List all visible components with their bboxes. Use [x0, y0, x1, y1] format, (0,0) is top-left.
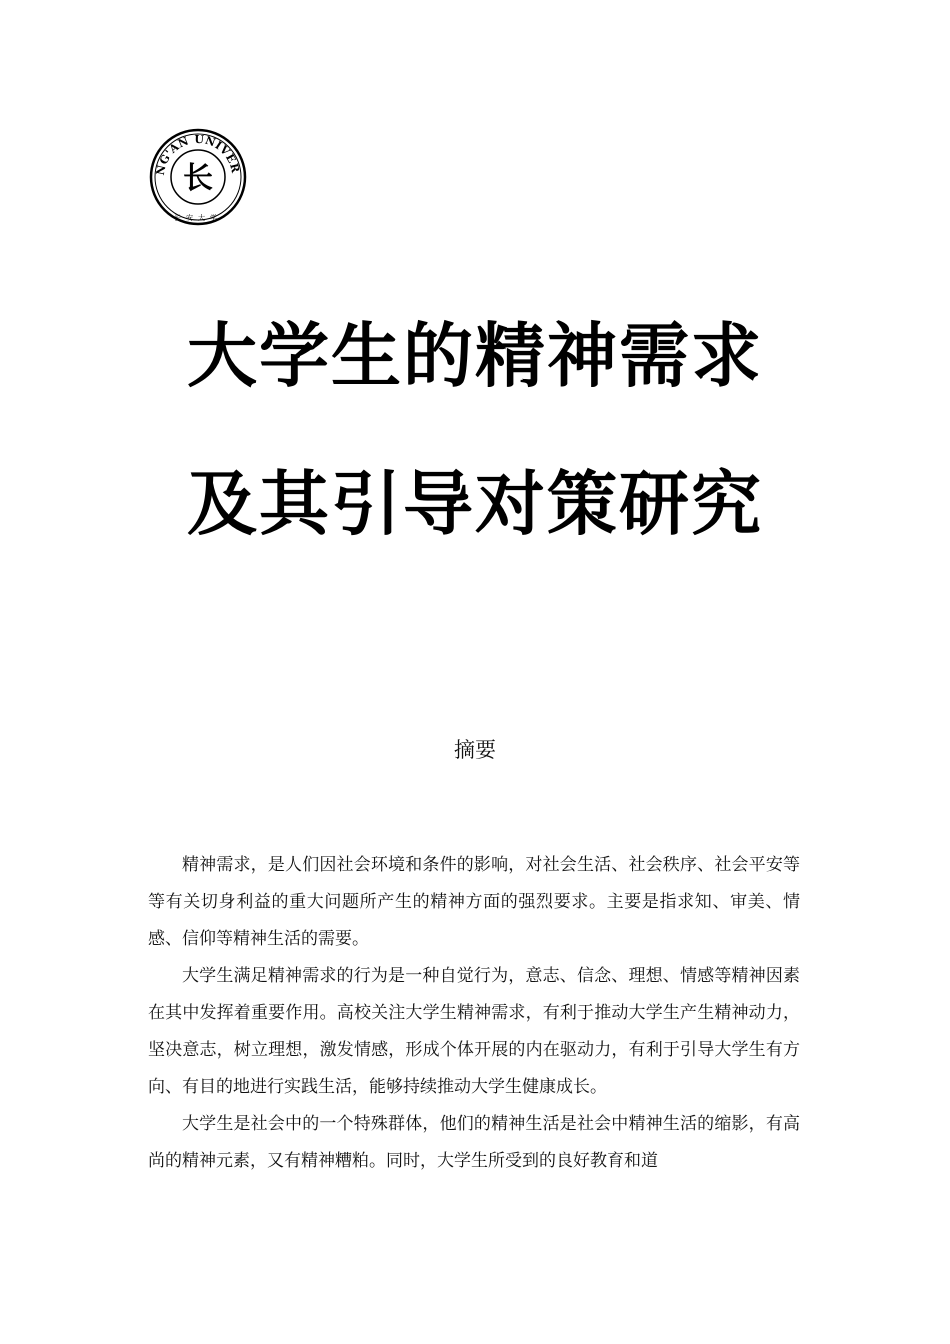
svg-text:CHANG'AN UNIVERSITY: NG'AN UNIVER — [153, 132, 242, 177]
seal-icon — [148, 127, 248, 227]
svg-text:长: 长 — [183, 161, 213, 196]
abstract-paragraph-1: 精神需求，是人们因社会环境和条件的影响，对社会生活、社会秩序、社会平安等等有关切身利益的重大问题所产生的精神方面的强烈要求。主要是指求知、审美、情感、信仰等精神生活的需要。 — [148, 855, 800, 949]
abstract-paragraph-2: 大学生满足精神需求的行为是一种自觉行为，意志、信念、理想、情感等精神因素在其中发挥着重要作用。高校关注大学生精神需求，有利于推动大学生产生精神动力，坚决意志，树立理想，激发情感，形成个体开展的内在驱动力，有利于引导大学生有方向、有目的地进行实践生活，能够持续推动大学生健康成长。 — [148, 966, 800, 1097]
abstract-heading: 摘要 — [454, 738, 496, 762]
university-seal-logo — [148, 127, 248, 227]
title-line-1: 大学生的精神需求 — [187, 315, 763, 397]
abstract-body — [148, 847, 800, 1180]
abstract-paragraph-3: 大学生是社会中的一个特殊群体，他们的精神生活是社会中精神生活的缩影，有高尚的精神元素，又有精神糟粕。同时，大学生所受到的良好教育和道 — [148, 1114, 800, 1171]
title-line-2: 及其引导对策研究 — [187, 463, 763, 545]
svg-text:长安大学: 长安大学 — [174, 214, 222, 222]
